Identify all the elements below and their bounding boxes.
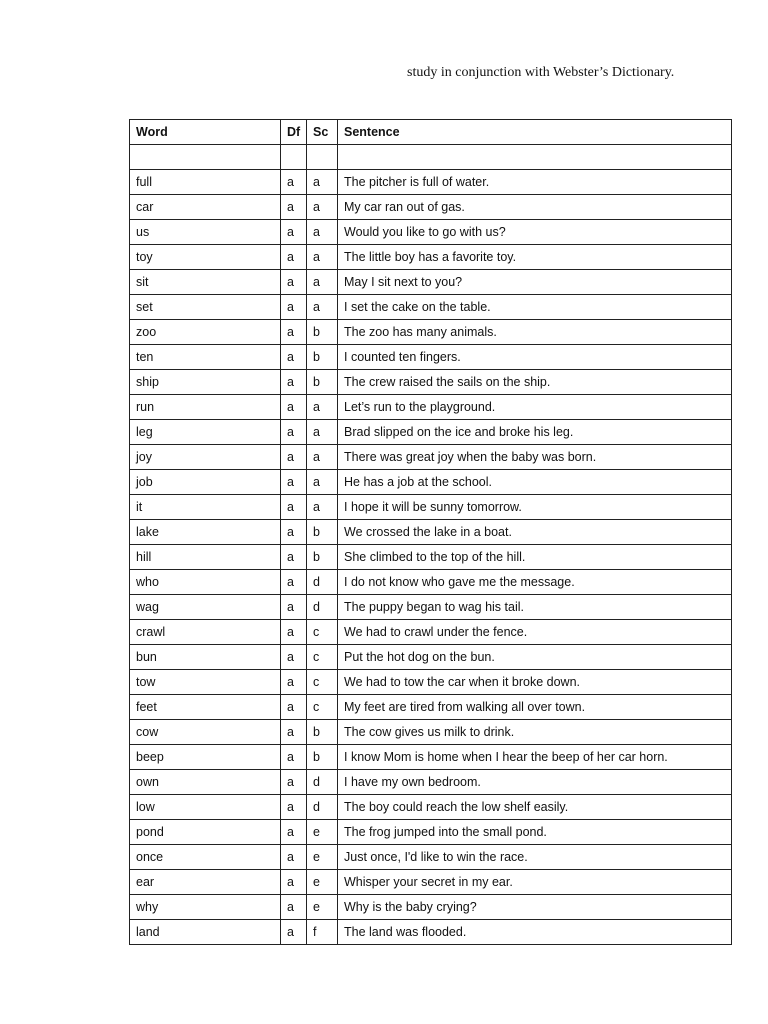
cell-word: leg	[130, 420, 281, 445]
table-row	[130, 770, 732, 795]
cell-df	[281, 145, 307, 170]
cell-sc: d	[307, 795, 338, 820]
cell-df: a	[281, 295, 307, 320]
cell-sentence: Why is the baby crying?	[338, 895, 732, 920]
cell-word: it	[130, 495, 281, 520]
table-row	[130, 670, 732, 695]
cell-sc: a	[307, 420, 338, 445]
cell-sentence: Whisper your secret in my ear.	[338, 870, 732, 895]
cell-sentence: We had to crawl under the fence.	[338, 620, 732, 645]
cell-word: hill	[130, 545, 281, 570]
header-df: Df	[281, 120, 307, 145]
cell-sc: e	[307, 895, 338, 920]
cell-word: sit	[130, 270, 281, 295]
cell-sc: a	[307, 470, 338, 495]
cell-sc: b	[307, 370, 338, 395]
cell-df: a	[281, 570, 307, 595]
cell-sc: f	[307, 920, 338, 945]
cell-sentence: He has a job at the school.	[338, 470, 732, 495]
table-row	[130, 695, 732, 720]
cell-sentence: May I sit next to you?	[338, 270, 732, 295]
cell-sentence: Brad slipped on the ice and broke his leg.	[338, 420, 732, 445]
cell-df: a	[281, 270, 307, 295]
cell-df: a	[281, 770, 307, 795]
cell-df: a	[281, 820, 307, 845]
cell-word: low	[130, 795, 281, 820]
cell-df: a	[281, 495, 307, 520]
cell-word: run	[130, 395, 281, 420]
cell-df: a	[281, 370, 307, 395]
cell-sc: a	[307, 395, 338, 420]
cell-word: car	[130, 195, 281, 220]
cell-word: crawl	[130, 620, 281, 645]
table-row	[130, 795, 732, 820]
blank-row	[130, 145, 732, 170]
cell-sentence: Let’s run to the playground.	[338, 395, 732, 420]
cell-sc: c	[307, 670, 338, 695]
table-row	[130, 620, 732, 645]
cell-sc: e	[307, 870, 338, 895]
cell-sc: b	[307, 345, 338, 370]
cell-sc: a	[307, 195, 338, 220]
cell-df: a	[281, 170, 307, 195]
header-sentence: Sentence	[338, 120, 732, 145]
cell-df: a	[281, 395, 307, 420]
cell-sentence: The frog jumped into the small pond.	[338, 820, 732, 845]
cell-word: joy	[130, 445, 281, 470]
cell-word: full	[130, 170, 281, 195]
table-row	[130, 170, 732, 195]
cell-df: a	[281, 220, 307, 245]
word-table	[129, 119, 732, 945]
table-row	[130, 270, 732, 295]
table-body	[130, 145, 732, 945]
cell-sc: a	[307, 245, 338, 270]
cell-sentence: There was great joy when the baby was born.	[338, 445, 732, 470]
cell-sc: b	[307, 545, 338, 570]
cell-word: ship	[130, 370, 281, 395]
table-row	[130, 470, 732, 495]
cell-sc: c	[307, 695, 338, 720]
cell-sentence: The little boy has a favorite toy.	[338, 245, 732, 270]
cell-df: a	[281, 245, 307, 270]
cell-word: why	[130, 895, 281, 920]
cell-sentence: I have my own bedroom.	[338, 770, 732, 795]
table-row	[130, 720, 732, 745]
cell-sentence	[338, 145, 732, 170]
cell-sentence: She climbed to the top of the hill.	[338, 545, 732, 570]
cell-word: zoo	[130, 320, 281, 345]
cell-word: us	[130, 220, 281, 245]
cell-sentence: My car ran out of gas.	[338, 195, 732, 220]
cell-df: a	[281, 745, 307, 770]
cell-df: a	[281, 445, 307, 470]
table-row	[130, 545, 732, 570]
cell-word: bun	[130, 645, 281, 670]
cell-word: pond	[130, 820, 281, 845]
cell-sc: b	[307, 320, 338, 345]
table-row	[130, 195, 732, 220]
cell-sentence: My feet are tired from walking all over town.	[338, 695, 732, 720]
cell-word: own	[130, 770, 281, 795]
header-sc: Sc	[307, 120, 338, 145]
table-row	[130, 495, 732, 520]
cell-word: set	[130, 295, 281, 320]
cell-df: a	[281, 670, 307, 695]
cell-sentence: The zoo has many animals.	[338, 320, 732, 345]
cell-word: toy	[130, 245, 281, 270]
table-row	[130, 845, 732, 870]
cell-sentence: I do not know who gave me the message.	[338, 570, 732, 595]
cell-sc: b	[307, 745, 338, 770]
table-row	[130, 370, 732, 395]
cell-word: cow	[130, 720, 281, 745]
cell-df: a	[281, 645, 307, 670]
cell-word: land	[130, 920, 281, 945]
cell-df: a	[281, 320, 307, 345]
cell-df: a	[281, 520, 307, 545]
cell-df: a	[281, 920, 307, 945]
cell-df: a	[281, 720, 307, 745]
header-word: Word	[130, 120, 281, 145]
cell-sc: a	[307, 495, 338, 520]
cell-sc: d	[307, 570, 338, 595]
cell-sentence: Would you like to go with us?	[338, 220, 732, 245]
cell-sentence: Put the hot dog on the bun.	[338, 645, 732, 670]
cell-sentence: Just once, I'd like to win the race.	[338, 845, 732, 870]
cell-sentence: We had to tow the car when it broke down.	[338, 670, 732, 695]
cell-df: a	[281, 870, 307, 895]
cell-df: a	[281, 595, 307, 620]
cell-df: a	[281, 470, 307, 495]
cell-df: a	[281, 620, 307, 645]
cell-df: a	[281, 195, 307, 220]
cell-word: wag	[130, 595, 281, 620]
cell-word: lake	[130, 520, 281, 545]
cell-sc: e	[307, 845, 338, 870]
cell-sc: a	[307, 270, 338, 295]
table-row	[130, 245, 732, 270]
table-row	[130, 920, 732, 945]
table-row	[130, 520, 732, 545]
cell-sentence: The pitcher is full of water.	[338, 170, 732, 195]
cell-sentence: I know Mom is home when I hear the beep of her car horn.	[338, 745, 732, 770]
cell-sentence: The boy could reach the low shelf easily.	[338, 795, 732, 820]
table-row	[130, 820, 732, 845]
table-row	[130, 595, 732, 620]
cell-sc: c	[307, 645, 338, 670]
cell-df: a	[281, 895, 307, 920]
cell-sc: a	[307, 220, 338, 245]
cell-sc: a	[307, 445, 338, 470]
header-row	[130, 120, 732, 145]
cell-sentence: The puppy began to wag his tail.	[338, 595, 732, 620]
cell-sentence: The land was flooded.	[338, 920, 732, 945]
table-row	[130, 295, 732, 320]
table-row	[130, 345, 732, 370]
table-row	[130, 745, 732, 770]
cell-word: ten	[130, 345, 281, 370]
cell-word: tow	[130, 670, 281, 695]
cell-sentence: I set the cake on the table.	[338, 295, 732, 320]
cell-df: a	[281, 545, 307, 570]
cell-df: a	[281, 795, 307, 820]
cell-word: who	[130, 570, 281, 595]
cell-sc: b	[307, 720, 338, 745]
table-row	[130, 420, 732, 445]
cell-sc: e	[307, 820, 338, 845]
cell-sentence: The crew raised the sails on the ship.	[338, 370, 732, 395]
cell-sentence: The cow gives us milk to drink.	[338, 720, 732, 745]
cell-sc: d	[307, 595, 338, 620]
cell-sc: b	[307, 520, 338, 545]
cell-sc: d	[307, 770, 338, 795]
cell-word	[130, 145, 281, 170]
cell-word: feet	[130, 695, 281, 720]
cell-sentence: We crossed the lake in a boat.	[338, 520, 732, 545]
cell-word: job	[130, 470, 281, 495]
table-row	[130, 220, 732, 245]
cell-word: beep	[130, 745, 281, 770]
table-row	[130, 445, 732, 470]
table-row	[130, 895, 732, 920]
cell-word: ear	[130, 870, 281, 895]
cell-sc	[307, 145, 338, 170]
cell-sc: a	[307, 295, 338, 320]
cell-word: once	[130, 845, 281, 870]
cell-df: a	[281, 695, 307, 720]
table-row	[130, 320, 732, 345]
table-row	[130, 870, 732, 895]
intro-text: study in conjunction with Webster’s Dictionary.	[407, 65, 675, 80]
table-row	[130, 645, 732, 670]
cell-df: a	[281, 345, 307, 370]
cell-sentence: I hope it will be sunny tomorrow.	[338, 495, 732, 520]
cell-sc: a	[307, 170, 338, 195]
cell-df: a	[281, 845, 307, 870]
cell-sentence: I counted ten fingers.	[338, 345, 732, 370]
table-row	[130, 395, 732, 420]
cell-sc: c	[307, 620, 338, 645]
table-row	[130, 570, 732, 595]
cell-df: a	[281, 420, 307, 445]
